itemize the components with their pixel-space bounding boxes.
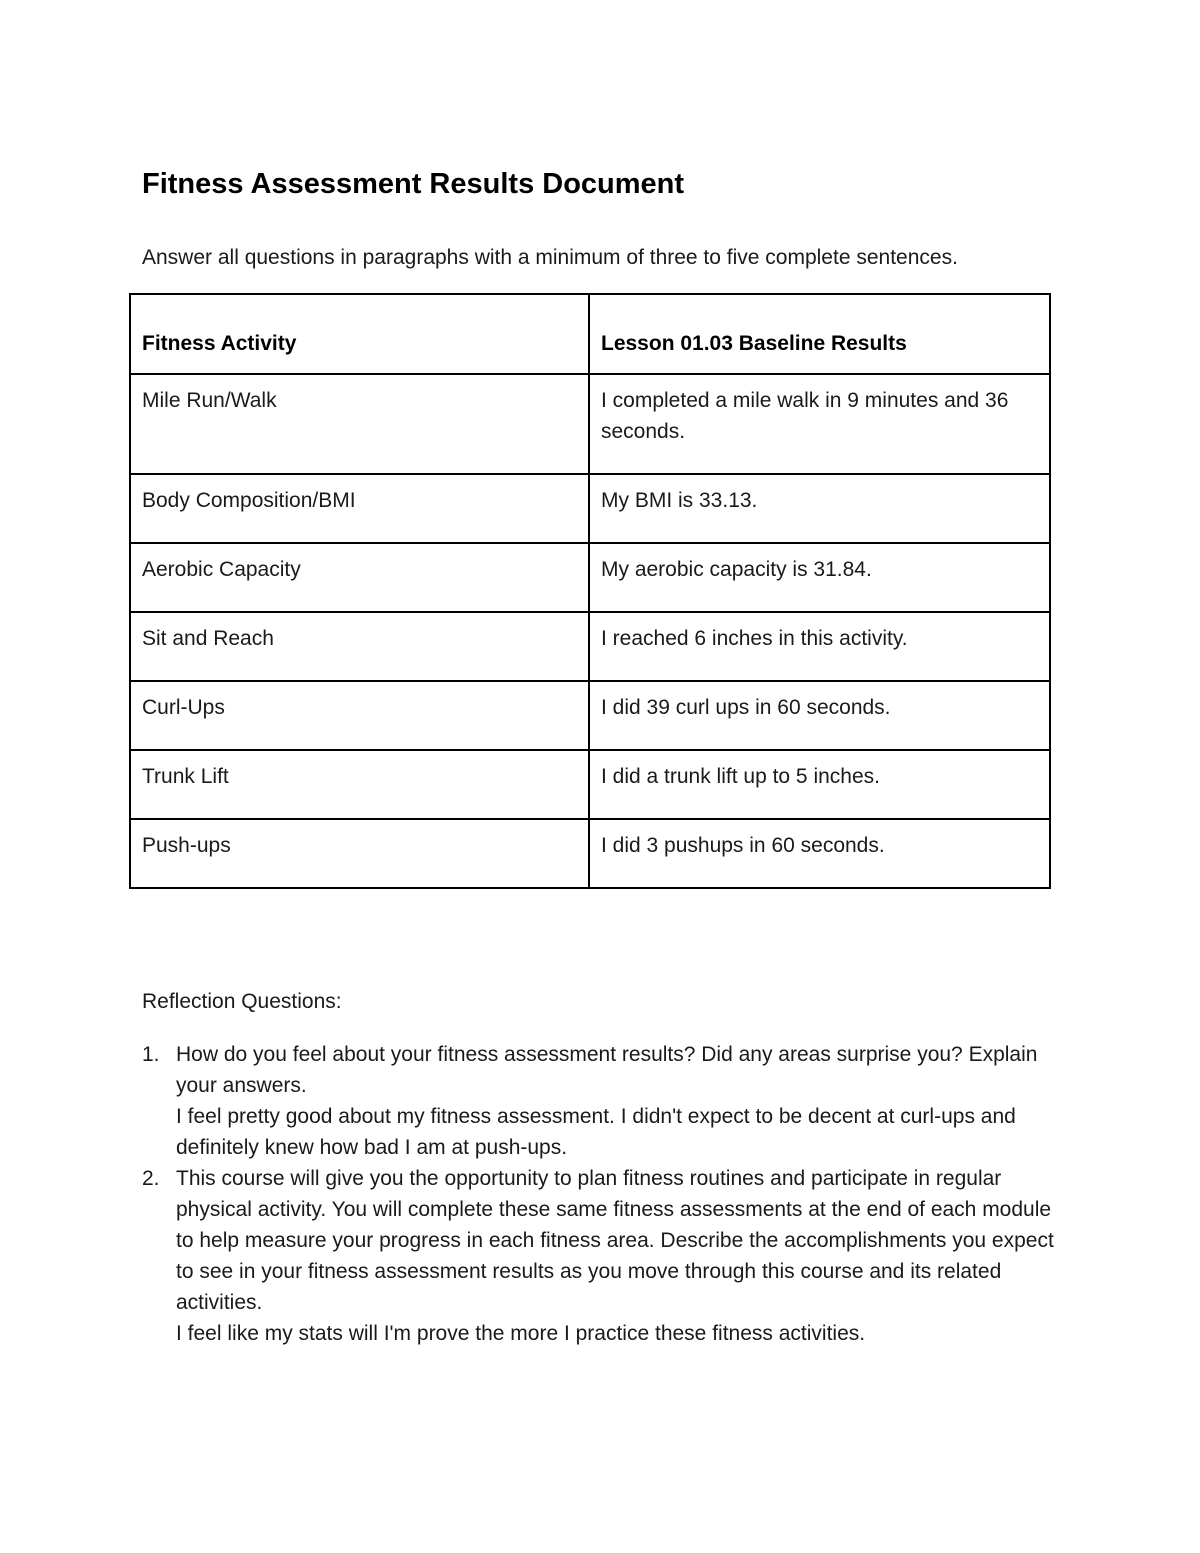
- table-header-row: [130, 294, 1050, 374]
- instructions-text: Answer all questions in paragraphs with a minimum of three to five complete sentences.: [142, 246, 958, 269]
- header-baseline-results: Lesson 01.03 Baseline Results: [589, 294, 1050, 374]
- result-cell: I completed a mile walk in 9 minutes and 36 seconds.: [589, 374, 1050, 474]
- header-fitness-activity: Fitness Activity: [130, 294, 589, 374]
- answer-text: I feel pretty good about my fitness assessment. I didn't expect to be decent at curl-ups and definitely knew how bad I am at push-ups.: [176, 1105, 1016, 1159]
- answer-text: I feel like my stats will I'm prove the more I practice these fitness activities.: [176, 1322, 866, 1345]
- table-row: [130, 374, 1050, 474]
- activity-cell: Body Composition/BMI: [130, 474, 589, 543]
- list-item: [142, 1163, 1062, 1349]
- table-row: [130, 681, 1050, 750]
- results-table: [129, 293, 1051, 889]
- table-row: [130, 612, 1050, 681]
- reflection-heading: Reflection Questions:: [142, 990, 342, 1013]
- result-cell: I did 39 curl ups in 60 seconds.: [589, 681, 1050, 750]
- table-row: [130, 750, 1050, 819]
- activity-cell: Aerobic Capacity: [130, 543, 589, 612]
- document-title: Fitness Assessment Results Document: [142, 168, 685, 200]
- result-cell: My aerobic capacity is 31.84.: [589, 543, 1050, 612]
- question-text: This course will give you the opportunity to plan fitness routines and participate in regular physical activity. You will complete these same fitness assessments at the end of each module to help measure your progress in each fitness area. Describe the accomplishments you expect to see in your fitness assessment results as you move through this course and its related activities.: [176, 1167, 1054, 1314]
- list-item: [142, 1039, 1062, 1163]
- reflection-questions-list: [142, 1039, 1062, 1349]
- table-row: [130, 819, 1050, 888]
- table-row: [130, 474, 1050, 543]
- question-text: How do you feel about your fitness assessment results? Did any areas surprise you? Explain your answers.: [176, 1043, 1038, 1097]
- result-cell: My BMI is 33.13.: [589, 474, 1050, 543]
- question-number: 2.: [142, 1167, 160, 1190]
- activity-cell: Push-ups: [130, 819, 589, 888]
- activity-cell: Curl-Ups: [130, 681, 589, 750]
- activity-cell: Trunk Lift: [130, 750, 589, 819]
- activity-cell: Mile Run/Walk: [130, 374, 589, 474]
- table-row: [130, 543, 1050, 612]
- activity-cell: Sit and Reach: [130, 612, 589, 681]
- result-cell: I did 3 pushups in 60 seconds.: [589, 819, 1050, 888]
- result-cell: I did a trunk lift up to 5 inches.: [589, 750, 1050, 819]
- question-number: 1.: [142, 1043, 160, 1066]
- result-cell: I reached 6 inches in this activity.: [589, 612, 1050, 681]
